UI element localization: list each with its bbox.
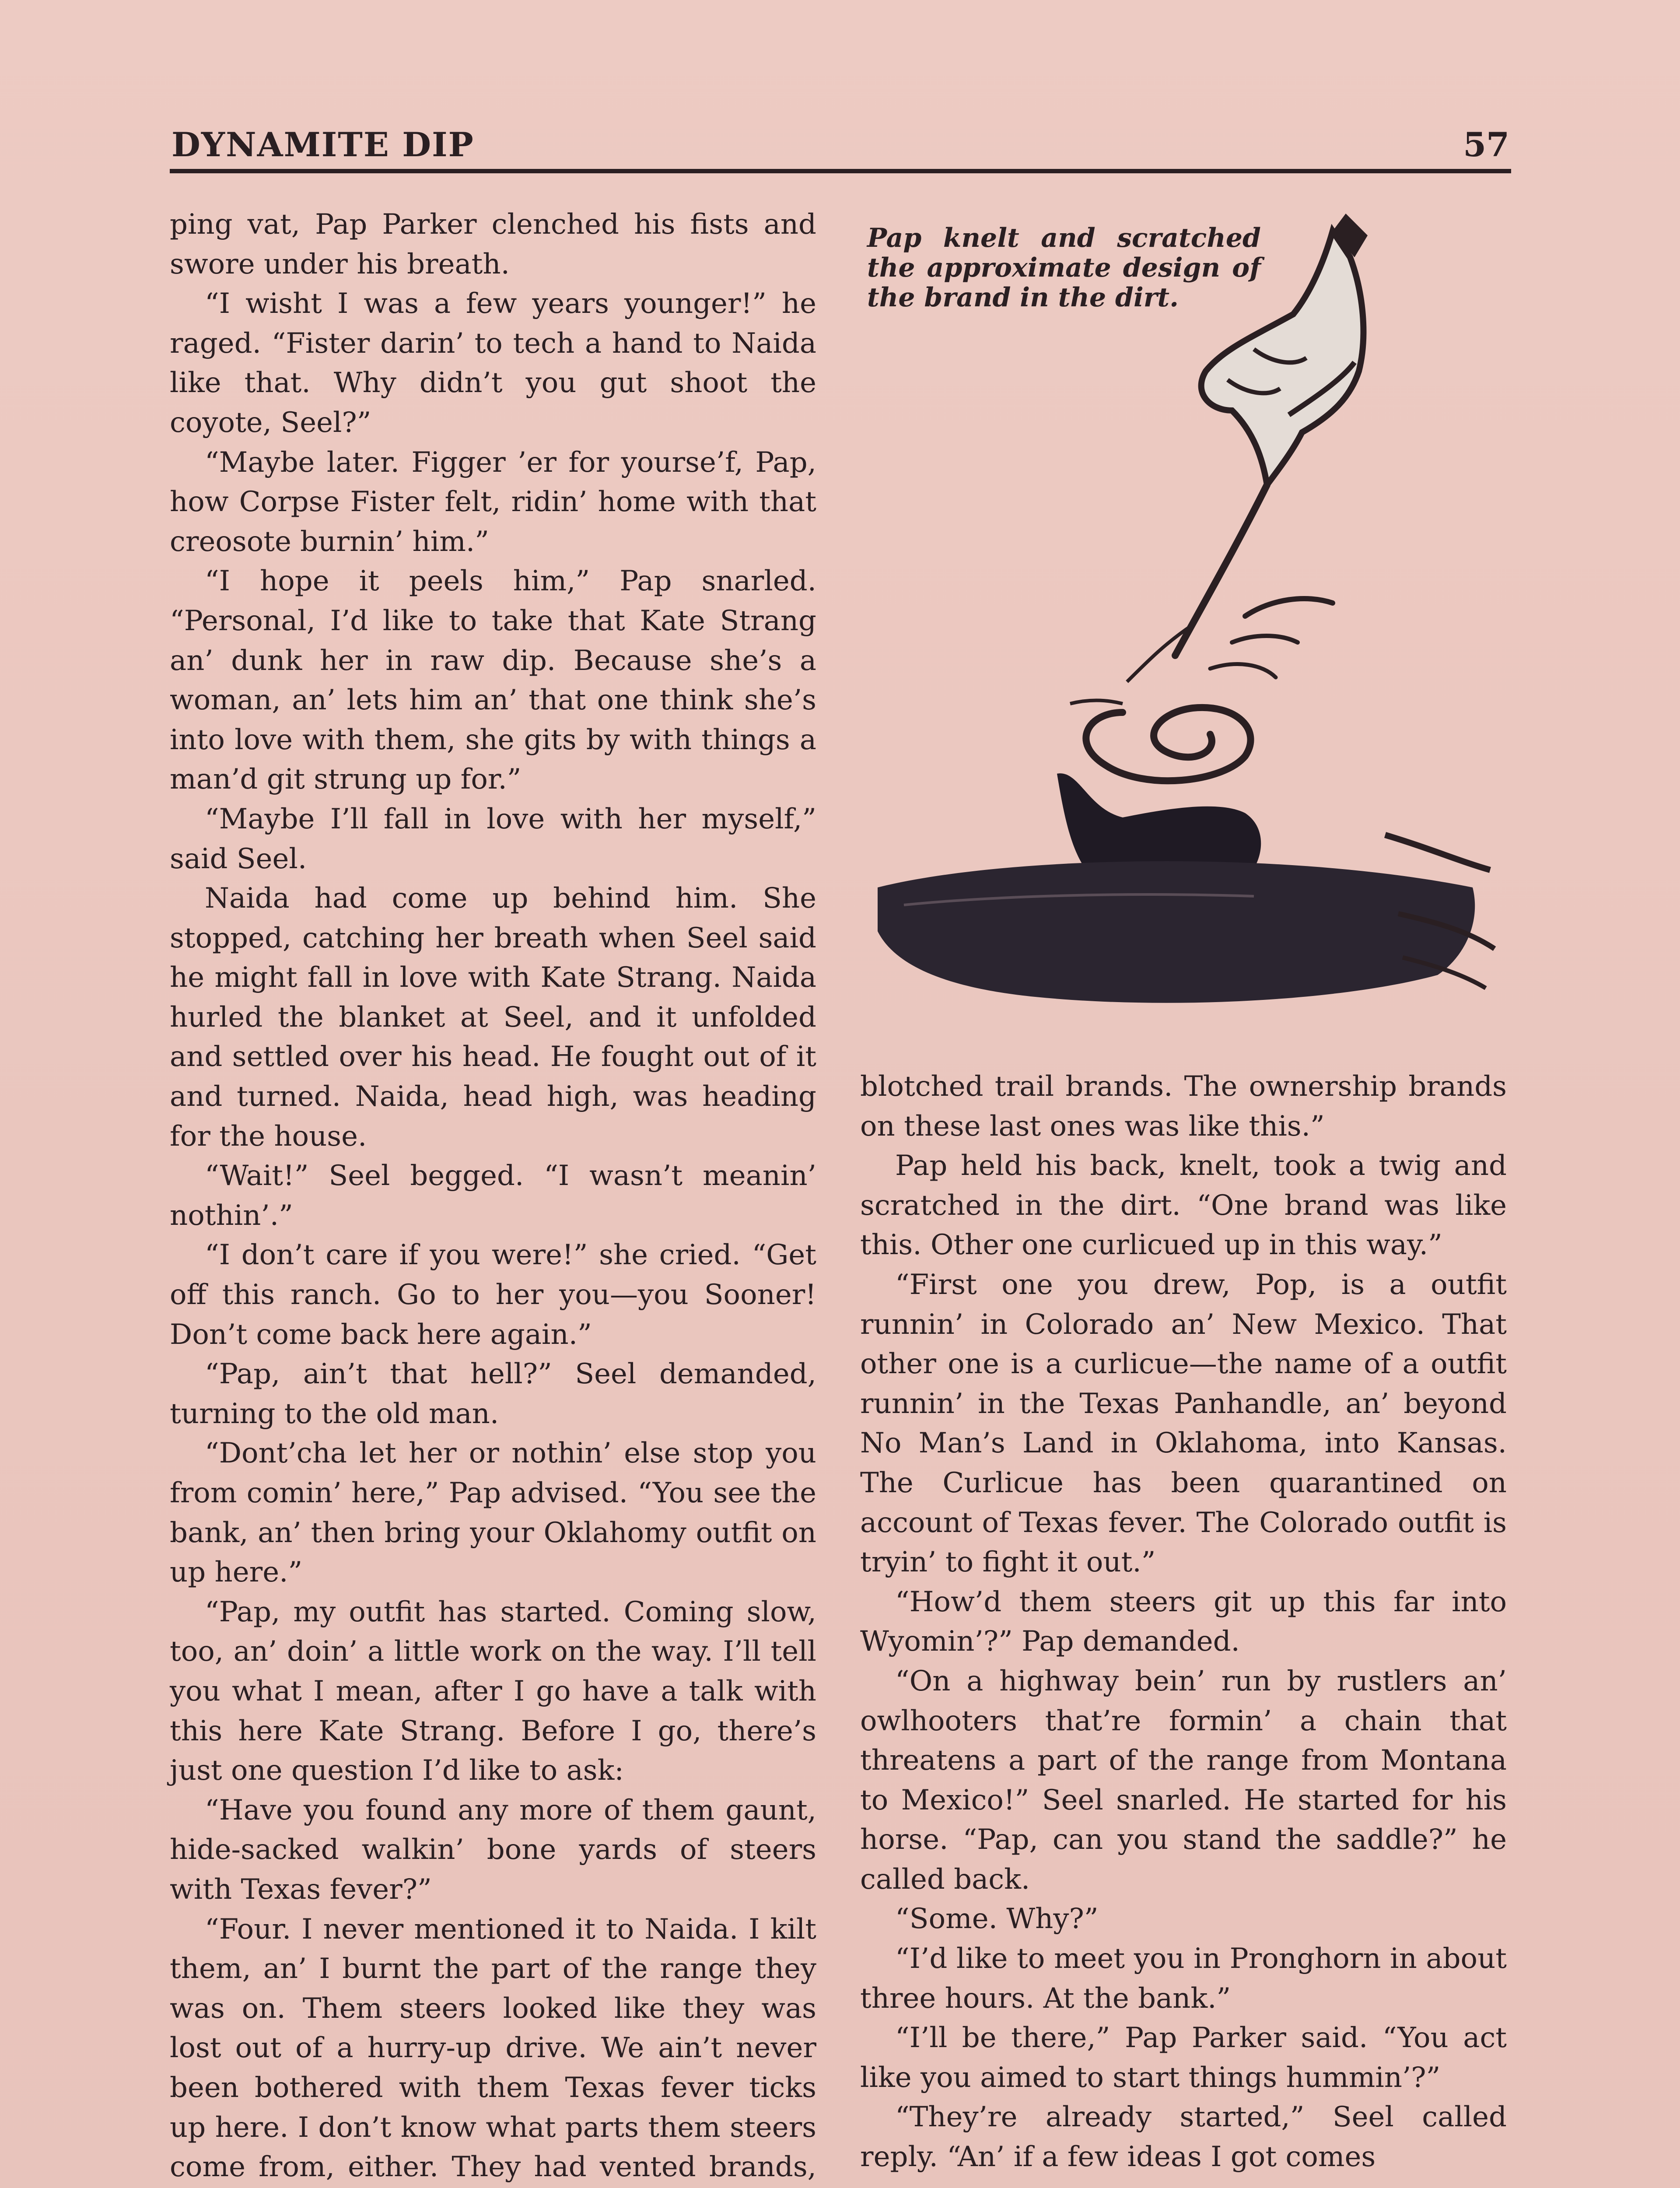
paragraph: “First one you drew, Pop, is a outfit runnin’ in Colorado an’ New Mexico. That other one is a curlicue—the name of a outfit runnin’ in the Texas Panhandle, an’ beyond No Man’s Land in Oklahoma, into Kansas. The Curlicue has been quarantined on account of Texas fever. The Colorado outfit is tryin’ to fight it out.” <box>860 1268 1507 1579</box>
paragraph: blotched trail brands. The ownership brands on these last ones was like this.” <box>860 1070 1507 1143</box>
page-number: 57 <box>1463 125 1509 164</box>
paragraph: “How’d them steers git up this far into Wyomin’?” Pap demanded. <box>860 1585 1507 1658</box>
paragraph: “Some. Why?” <box>895 1903 1099 1936</box>
left-text-column <box>170 205 816 2188</box>
paragraph: “I don’t care if you were!” she cried. “Get off this ranch. Go to her you—you Sooner! Don’t come back here again.” <box>170 1239 816 1351</box>
hand-scratching-dirt-illustration <box>860 205 1507 1027</box>
paragraph: “Dont’cha let her or nothin’ else stop you from comin’ here,” Pap advised. “You see the bank, an’ then bring your Oklahomy outfit on up here.” <box>170 1437 816 1589</box>
paragraph: “Maybe I’ll fall in love with her myself,” said Seel. <box>170 803 816 875</box>
paragraph: Pap held his back, knelt, took a twig and scratched in the dirt. “One brand was like this. Other one curlicued up in this way.” <box>860 1150 1507 1262</box>
paragraph: “Wait!” Seel begged. “I wasn’t meanin’ nothin’.” <box>170 1160 816 1232</box>
header-rule <box>170 169 1511 173</box>
paragraph: “Maybe later. Figger ’er for yourse’f, Pap, how Corpse Fister felt, ridin’ home with that creosote burnin’ him.” <box>170 446 816 558</box>
paragraph: “I’ll be there,” Pap Parker said. “You act like you aimed to start things hummin’?” <box>860 2022 1507 2094</box>
illustration-caption: Pap knelt and scratched the approximate design of the brand in the dirt. <box>867 223 1261 313</box>
paragraph: “Pap, ain’t that hell?” Seel demanded, turning to the old man. <box>170 1358 816 1430</box>
paragraph: “Pap, my outfit has started. Coming slow, too, an’ doin’ a little work on the way. I’ll tell you what I mean, after I go have a talk with this here Kate Strang. Before I go, there’s just one question I’d like to ask: <box>170 1595 816 1787</box>
paragraph: “Have you found any more of them gaunt, hide-sacked walkin’ bone yards of steers with Texas fever?” <box>170 1794 816 1906</box>
paragraph: “On a highway bein’ run by rustlers an’ owlhooters that’re formin’ a chain that threatens a part of the range from Montana to Mexico!” Seel snarled. He started for his horse. “Pap, can you stand the saddle?” he called back. <box>860 1665 1507 1896</box>
paragraph: “I hope it peels him,” Pap snarled. “Personal, I’d like to take that Kate Strang an’ dunk her in raw dip. Because she’s a woman, an’ lets him an’ that one think she’s into love with them, she gits by with things a man’d git strung up for.” <box>170 565 816 796</box>
running-header-title: DYNAMITE DIP <box>172 125 474 164</box>
paragraph: “I wisht I was a few years younger!” he raged. “Fister darin’ to tech a hand to Naida like that. Why didn’t you gut shoot the coyote, Seel?” <box>170 288 816 439</box>
right-text-column <box>860 1067 1507 2177</box>
paragraph: “Four. I never mentioned it to Naida. I kilt them, an’ I burnt the part of the range they was on. Them steers looked like they was lost out of a hurry-up drive. We ain’t never been bothered with them Texas fever ticks up here. I don’t know what parts them steers come from, either. They had vented brands, <box>170 1913 816 2184</box>
illustration <box>860 205 1507 1027</box>
paragraph: “I’d like to meet you in Pronghorn in about three hours. At the bank.” <box>860 1943 1507 2015</box>
paragraph: “They’re already started,” Seel called reply. “An’ if a few ideas I got comes <box>860 2101 1507 2174</box>
paragraph: ping vat, Pap Parker clenched his fists and swore under his breath. <box>170 208 816 281</box>
paragraph: Naida had come up behind him. She stopped, catching her breath when Seel said he might fall in love with Kate Strang. Naida hurled the blanket at Seel, and it unfolded and settled over his head. He fought out of it and turned. Naida, head high, was heading for the house. <box>170 882 816 1153</box>
